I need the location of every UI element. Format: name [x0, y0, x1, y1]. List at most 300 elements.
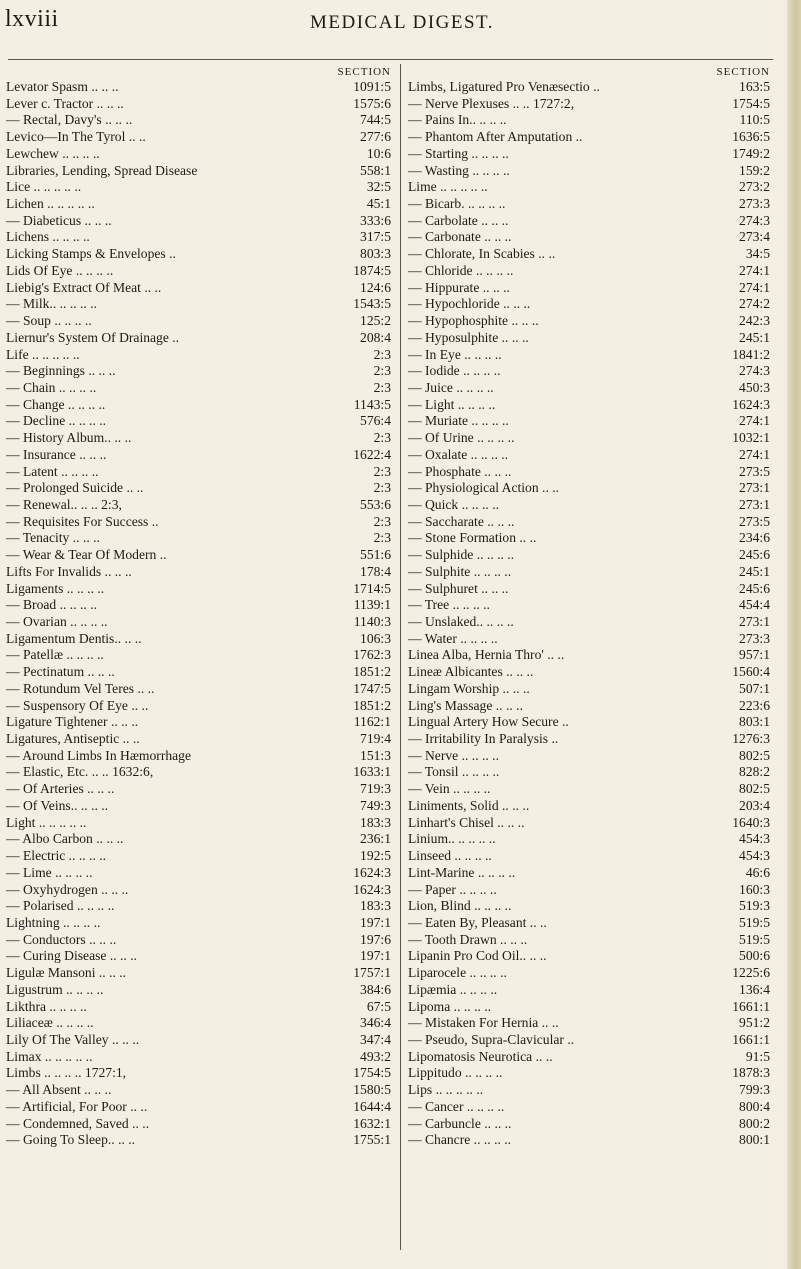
index-entry — [6, 246, 393, 263]
left-column-heading: SECTION — [337, 66, 391, 78]
entry-term: Ligustrum .. .. .. .. — [6, 981, 104, 997]
entry-term: Levator Spasm .. .. .. — [6, 79, 119, 94]
index-entry — [6, 547, 393, 564]
entry-section-ref: 719:4 — [360, 731, 391, 747]
entry-section-ref: 450:3 — [739, 379, 770, 395]
entry-term: — Juice .. .. .. .. — [408, 379, 494, 395]
index-entry — [6, 430, 393, 447]
entry-section-ref: 1747:5 — [353, 680, 391, 696]
entry-section-ref: 1632:1 — [353, 1115, 391, 1131]
entry-term: — Chancre .. .. .. .. — [408, 1132, 512, 1148]
index-entry — [408, 748, 772, 765]
entry-section-ref: 273:3 — [739, 196, 770, 212]
entry-section-ref: 1624:3 — [353, 864, 391, 880]
entry-section-ref: 273:1 — [739, 496, 770, 512]
entry-section-ref: 1543:5 — [353, 296, 391, 312]
entry-term: Licking Stamps & Envelopes .. — [6, 246, 176, 262]
entry-term: — Rectal, Davy's .. .. .. — [6, 112, 133, 128]
entry-term: — Phosphate .. .. .. — [408, 463, 512, 479]
index-entry — [6, 581, 393, 598]
index-entry — [408, 514, 772, 531]
entry-section-ref: 384:6 — [360, 981, 391, 997]
index-entry — [6, 882, 393, 899]
entry-section-ref: 800:2 — [739, 1115, 770, 1131]
index-entry — [6, 313, 393, 330]
entry-section-ref: 2:3 — [373, 530, 391, 546]
column-divider — [400, 64, 401, 1250]
entry-term: Lipomatosis Neurotica .. .. — [408, 1048, 553, 1064]
entry-term: — Iodide .. .. .. .. — [408, 363, 501, 379]
entry-term: — Chain .. .. .. .. — [6, 379, 97, 395]
right-column-heading: SECTION — [716, 66, 770, 78]
entry-section-ref: 163:5 — [739, 79, 770, 94]
index-entry — [408, 932, 772, 949]
entry-section-ref: 110:5 — [739, 112, 770, 128]
entry-term: Liebig's Extract Of Meat .. .. — [6, 279, 162, 295]
entry-section-ref: 273:5 — [739, 513, 770, 529]
entry-section-ref: 519:5 — [739, 914, 770, 930]
entry-term: Lily Of The Valley .. .. .. — [6, 1031, 140, 1047]
entry-section-ref: 274:1 — [739, 446, 770, 462]
index-entry — [408, 246, 772, 263]
entry-section-ref: 1644:4 — [353, 1098, 391, 1114]
index-entry — [408, 296, 772, 313]
entry-section-ref: 802:5 — [739, 781, 770, 797]
entry-term: — Water .. .. .. .. — [408, 630, 498, 646]
entry-section-ref: 1636:5 — [732, 129, 770, 145]
index-entry — [6, 798, 393, 815]
index-entry — [6, 999, 393, 1016]
entry-term: — Latent .. .. .. .. — [6, 463, 99, 479]
entry-section-ref: 551:6 — [360, 547, 391, 563]
entry-section-ref: 45:1 — [366, 196, 391, 212]
entry-section-ref: 333:6 — [360, 212, 391, 228]
index-entry — [408, 96, 772, 113]
index-entry — [408, 146, 772, 163]
entry-section-ref: 802:5 — [739, 747, 770, 763]
entry-section-ref: 519:5 — [739, 931, 770, 947]
entry-section-ref: 1575:6 — [353, 95, 391, 111]
entry-section-ref: 1755:1 — [353, 1132, 391, 1148]
index-entry — [6, 1049, 393, 1066]
entry-term: — Prolonged Suicide .. .. — [6, 480, 144, 496]
entry-section-ref: 803:3 — [360, 246, 391, 262]
index-entry — [6, 1065, 393, 1082]
index-entry — [6, 831, 393, 848]
entry-section-ref: 1143:5 — [353, 396, 391, 412]
entry-section-ref: 136:4 — [739, 981, 770, 997]
entry-section-ref: 197:1 — [360, 914, 391, 930]
entry-term: Life .. .. .. .. .. — [6, 346, 80, 362]
index-entry — [408, 631, 772, 648]
page-number: lxviii — [5, 6, 59, 32]
index-entry — [6, 848, 393, 865]
index-entry — [6, 1099, 393, 1116]
entry-section-ref: 2:3 — [373, 463, 391, 479]
index-entry — [408, 229, 772, 246]
entry-section-ref: 558:1 — [360, 162, 391, 178]
entry-section-ref: 125:2 — [360, 313, 391, 329]
index-entry — [6, 179, 393, 196]
entry-term: Liliaceæ .. .. .. .. — [6, 1015, 94, 1031]
entry-term: — Of Urine .. .. .. .. — [408, 430, 515, 446]
entry-term: — Stone Formation .. .. — [408, 530, 537, 546]
entry-term: — Bicarb. .. .. .. .. — [408, 196, 506, 212]
entry-term: — Cancer .. .. .. .. — [408, 1098, 505, 1114]
index-entry — [408, 480, 772, 497]
entry-term: — Chlorate, In Scabies .. .. — [408, 246, 556, 262]
entry-term: — Eaten By, Pleasant .. .. — [408, 914, 547, 930]
index-entry — [6, 514, 393, 531]
entry-section-ref: 1622:4 — [353, 446, 391, 462]
entry-term: — Conductors .. .. .. — [6, 931, 117, 947]
entry-term: — Diabeticus .. .. .. — [6, 212, 112, 228]
entry-term: — Pains In.. .. .. .. — [408, 112, 507, 128]
index-entry — [6, 497, 393, 514]
running-title: MEDICAL DIGEST. — [310, 12, 494, 33]
entry-section-ref: 1749:2 — [732, 145, 770, 161]
entry-term: Lice .. .. .. .. .. — [6, 179, 82, 195]
entry-section-ref: 1762:3 — [353, 647, 391, 663]
entry-term: Lichens .. .. .. .. — [6, 229, 90, 245]
index-entry — [6, 330, 393, 347]
index-entry — [408, 614, 772, 631]
entry-term: — Tree .. .. .. .. — [408, 597, 490, 613]
entry-term: Lids Of Eye .. .. .. .. — [6, 262, 114, 278]
entry-section-ref: 178:4 — [360, 563, 391, 579]
index-entry — [6, 815, 393, 832]
entry-term: — Hypochloride .. .. .. — [408, 296, 531, 312]
entry-term: Ling's Massage .. .. .. — [408, 697, 523, 713]
index-entry — [408, 112, 772, 129]
index-entry — [408, 865, 772, 882]
entry-term: — Around Limbs In Hæmorrhage — [6, 747, 192, 763]
index-entry — [408, 280, 772, 297]
entry-term: Libraries, Lending, Spread Disease — [6, 162, 198, 178]
entry-term: — Of Arteries .. .. .. — [6, 781, 115, 797]
index-entry — [6, 413, 393, 430]
index-entry — [6, 681, 393, 698]
index-entry — [6, 213, 393, 230]
index-entry — [6, 464, 393, 481]
entry-section-ref: 744:5 — [360, 112, 391, 128]
entry-term: Lint-Marine .. .. .. .. — [408, 864, 516, 880]
index-entry — [408, 781, 772, 798]
entry-term: — Going To Sleep.. .. .. — [6, 1132, 136, 1148]
left-entry-list — [6, 79, 393, 1149]
entry-term: — Unslaked.. .. .. .. — [408, 614, 514, 629]
entry-term: — Starting .. .. .. .. — [408, 145, 509, 161]
index-entry — [408, 196, 772, 213]
entry-term: — Beginnings .. .. .. — [6, 363, 116, 379]
right-column — [408, 66, 772, 1149]
left-column — [6, 66, 393, 1149]
page-header — [0, 4, 801, 44]
index-entry — [408, 1065, 772, 1082]
entry-term: Light .. .. .. .. .. — [6, 814, 87, 830]
index-entry — [408, 397, 772, 414]
entry-term: — Artificial, For Poor .. .. — [6, 1098, 148, 1114]
entry-section-ref: 2:3 — [373, 513, 391, 529]
entry-term: — Carbuncle .. .. .. — [408, 1115, 512, 1131]
entry-section-ref: 91:5 — [745, 1048, 770, 1064]
entry-section-ref: 1874:5 — [353, 262, 391, 278]
index-entry — [6, 714, 393, 731]
index-entry — [408, 1116, 772, 1133]
entry-term: Ligatures, Antiseptic .. .. — [6, 731, 140, 747]
entry-term: — Vein .. .. .. .. — [408, 781, 491, 797]
entry-section-ref: 245:1 — [739, 329, 770, 345]
index-entry — [6, 96, 393, 113]
index-entry — [408, 163, 772, 180]
entry-term: — Rotundum Vel Teres .. .. — [6, 680, 155, 696]
entry-term: Liniments, Solid .. .. .. — [408, 797, 530, 813]
index-entry — [6, 1116, 393, 1133]
index-entry — [408, 764, 772, 781]
entry-term: — Chloride .. .. .. .. — [408, 262, 514, 278]
index-entry — [408, 698, 772, 715]
entry-term: — Broad .. .. .. .. — [6, 597, 97, 613]
entry-term: Lion, Blind .. .. .. .. — [408, 898, 512, 914]
index-entry — [408, 798, 772, 815]
index-entry — [6, 530, 393, 547]
entry-term: — Hippurate .. .. .. — [408, 279, 510, 295]
entry-section-ref: 273:1 — [739, 614, 770, 629]
entry-term: — Irritability In Paralysis .. — [408, 731, 559, 747]
entry-term: — Change .. .. .. .. — [6, 396, 106, 412]
entry-section-ref: 34:5 — [745, 246, 770, 262]
index-entry — [6, 597, 393, 614]
index-entry — [408, 882, 772, 899]
entry-section-ref: 2:3 — [373, 430, 391, 446]
index-entry — [408, 848, 772, 865]
index-entry — [6, 932, 393, 949]
entry-section-ref: 124:6 — [360, 279, 391, 295]
entry-term: — Elastic, Etc. .. .. 1632:6, — [6, 764, 154, 780]
index-entry — [408, 79, 772, 96]
entry-term: — Milk.. .. .. .. .. — [6, 296, 98, 312]
entry-term: — Insurance .. .. .. — [6, 446, 107, 462]
entry-section-ref: 1851:2 — [353, 664, 391, 680]
index-entry — [6, 447, 393, 464]
entry-term: — Sulphuret .. .. .. — [408, 580, 509, 596]
index-entry — [6, 1015, 393, 1032]
entry-term: — Nerve .. .. .. .. — [408, 747, 499, 763]
entry-section-ref: 273:3 — [739, 630, 770, 646]
index-entry — [6, 229, 393, 246]
index-entry — [6, 1082, 393, 1099]
entry-term: — Patellæ .. .. .. .. — [6, 647, 104, 663]
entry-section-ref: 1661:1 — [732, 998, 770, 1014]
index-entry — [6, 112, 393, 129]
entry-section-ref: 553:6 — [360, 496, 391, 512]
entry-term: — Oxyhydrogen .. .. .. — [6, 881, 129, 897]
entry-section-ref: 1091:5 — [353, 79, 391, 94]
entry-term: Linseed .. .. .. .. — [408, 848, 492, 864]
entry-section-ref: 1560:4 — [732, 664, 770, 680]
header-rule — [8, 59, 773, 60]
entry-term: Lightning .. .. .. .. — [6, 914, 101, 930]
index-entry — [408, 347, 772, 364]
entry-term: — Wear & Tear Of Modern .. — [6, 547, 167, 563]
index-entry — [6, 196, 393, 213]
entry-term: Ligaments .. .. .. .. — [6, 580, 105, 596]
entry-section-ref: 454:3 — [739, 848, 770, 864]
entry-section-ref: 245:6 — [739, 547, 770, 563]
entry-term: Limbs .. .. .. .. 1727:1, — [6, 1065, 127, 1081]
entry-term: — Phantom After Amputation .. — [408, 129, 583, 145]
entry-term: — Albo Carbon .. .. .. — [6, 831, 124, 847]
entry-section-ref: 1640:3 — [732, 814, 770, 830]
index-entry — [408, 898, 772, 915]
index-entry — [6, 647, 393, 664]
index-entry — [408, 1049, 772, 1066]
entry-section-ref: 576:4 — [360, 413, 391, 429]
entry-section-ref: 800:4 — [739, 1098, 770, 1114]
entry-section-ref: 192:5 — [360, 848, 391, 864]
entry-section-ref: 719:3 — [360, 781, 391, 797]
entry-section-ref: 1633:1 — [353, 764, 391, 780]
entry-term: Lipæmia .. .. .. .. — [408, 981, 498, 997]
entry-term: — Of Veins.. .. .. .. — [6, 797, 109, 813]
entry-section-ref: 236:1 — [360, 831, 391, 847]
index-entry — [408, 965, 772, 982]
entry-section-ref: 32:5 — [366, 179, 391, 195]
entry-term: Liernur's System Of Drainage .. — [6, 329, 180, 345]
entry-section-ref: 1878:3 — [732, 1065, 770, 1081]
entry-term: — Paper .. .. .. .. — [408, 881, 497, 897]
entry-term: — Sulphide .. .. .. .. — [408, 547, 515, 563]
entry-section-ref: 273:2 — [739, 179, 770, 195]
index-entry — [408, 982, 772, 999]
index-entry — [408, 330, 772, 347]
right-entry-list — [408, 79, 772, 1149]
index-entry — [408, 1015, 772, 1032]
entry-section-ref: 277:6 — [360, 129, 391, 145]
entry-section-ref: 242:3 — [739, 313, 770, 329]
index-entry — [408, 129, 772, 146]
entry-term: Lifts For Invalids .. .. .. — [6, 563, 132, 579]
entry-term: Lipanin Pro Cod Oil.. .. .. — [408, 948, 547, 964]
entry-term: — Decline .. .. .. .. — [6, 413, 107, 429]
index-entry — [6, 965, 393, 982]
entry-section-ref: 1139:1 — [353, 597, 391, 613]
entry-term: — Soup .. .. .. .. — [6, 313, 92, 329]
entry-term: Likthra .. .. .. .. — [6, 998, 87, 1014]
entry-section-ref: 2:3 — [373, 346, 391, 362]
index-entry — [408, 647, 772, 664]
page-edge — [787, 0, 801, 1269]
entry-term: Lineæ Albicantes .. .. .. — [408, 664, 534, 680]
entry-section-ref: 159:2 — [739, 162, 770, 178]
index-entry — [6, 948, 393, 965]
index-entry — [408, 581, 772, 598]
index-entry — [408, 664, 772, 681]
index-entry — [6, 564, 393, 581]
entry-term: — In Eye .. .. .. .. — [408, 346, 502, 362]
entry-section-ref: 454:4 — [739, 597, 770, 613]
index-entry — [408, 380, 772, 397]
entry-term: Limax .. .. .. .. .. — [6, 1048, 93, 1064]
entry-term: Liparocele .. .. .. .. — [408, 965, 507, 981]
entry-term: — Polarised .. .. .. .. — [6, 898, 115, 914]
index-entry — [408, 815, 772, 832]
entry-section-ref: 106:3 — [360, 630, 391, 646]
entry-section-ref: 749:3 — [360, 797, 391, 813]
index-entry — [408, 714, 772, 731]
index-entry — [6, 296, 393, 313]
entry-section-ref: 274:1 — [739, 262, 770, 278]
entry-term: — Tooth Drawn .. .. .. — [408, 931, 528, 947]
entry-term: — Tonsil .. .. .. .. — [408, 764, 500, 780]
entry-section-ref: 46:6 — [745, 864, 770, 880]
entry-section-ref: 507:1 — [739, 680, 770, 696]
index-entry — [408, 213, 772, 230]
index-entry — [6, 631, 393, 648]
entry-term: — Electric .. .. .. .. — [6, 848, 107, 864]
entry-section-ref: 1276:3 — [732, 731, 770, 747]
entry-section-ref: 2:3 — [373, 363, 391, 379]
entry-section-ref: 317:5 — [360, 229, 391, 245]
index-entry — [6, 748, 393, 765]
entry-section-ref: 273:5 — [739, 463, 770, 479]
entry-section-ref: 274:1 — [739, 279, 770, 295]
entry-section-ref: 245:1 — [739, 563, 770, 579]
entry-term: — Hypophosphite .. .. .. — [408, 313, 539, 329]
entry-section-ref: 1661:1 — [732, 1031, 770, 1047]
entry-term: — Pseudo, Supra-Clavicular .. — [408, 1031, 575, 1047]
entry-term: Lime .. .. .. .. .. — [408, 179, 488, 195]
index-entry — [408, 179, 772, 196]
entry-section-ref: 274:2 — [739, 296, 770, 312]
entry-section-ref: 160:3 — [739, 881, 770, 897]
index-entry — [6, 764, 393, 781]
entry-term: Linea Alba, Hernia Thro' .. .. — [408, 647, 565, 663]
entry-term: — Curing Disease .. .. .. — [6, 948, 138, 964]
entry-section-ref: 183:3 — [360, 814, 391, 830]
entry-section-ref: 347:4 — [360, 1031, 391, 1047]
entry-term: — History Album.. .. .. — [6, 430, 132, 446]
index-entry — [6, 865, 393, 882]
entry-section-ref: 273:4 — [739, 229, 770, 245]
entry-term: — Oxalate .. .. .. .. — [408, 446, 509, 462]
entry-section-ref: 67:5 — [366, 998, 391, 1014]
entry-section-ref: 2:3 — [373, 379, 391, 395]
index-entry — [6, 163, 393, 180]
entry-term: Lips .. .. .. .. .. — [408, 1082, 484, 1098]
index-entry — [6, 915, 393, 932]
entry-term: — Hyposulphite .. .. .. — [408, 329, 529, 345]
entry-term: — Ovarian .. .. .. .. — [6, 614, 108, 629]
index-entry — [408, 564, 772, 581]
index-entry — [6, 480, 393, 497]
entry-term: — Physiological Action .. .. — [408, 480, 560, 496]
entry-term: — Light .. .. .. .. — [408, 396, 496, 412]
index-entry — [6, 397, 393, 414]
index-entry — [6, 781, 393, 798]
entry-section-ref: 1624:3 — [353, 881, 391, 897]
entry-section-ref: 197:1 — [360, 948, 391, 964]
entry-section-ref: 803:1 — [739, 714, 770, 730]
entry-term: Lipoma .. .. .. .. — [408, 998, 492, 1014]
entry-term: — All Absent .. .. .. — [6, 1082, 112, 1098]
index-entry — [408, 1099, 772, 1116]
entry-section-ref: 1757:1 — [353, 965, 391, 981]
index-entry — [6, 146, 393, 163]
index-entry — [6, 280, 393, 297]
entry-section-ref: 493:2 — [360, 1048, 391, 1064]
index-entry — [6, 698, 393, 715]
